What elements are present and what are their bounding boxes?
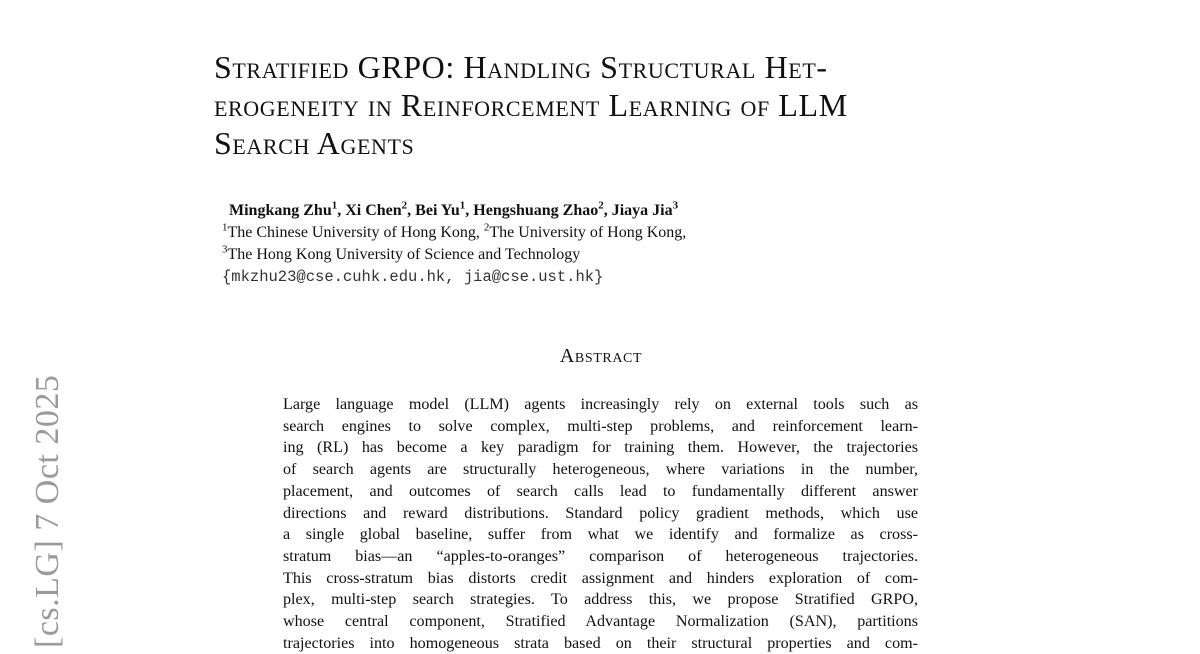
author-affiliation-mark: 3 (672, 199, 679, 212)
affiliation-name: The Hong Kong University of Science and Technology (227, 246, 581, 263)
abstract-text (283, 394, 918, 654)
abstract-line: a single global baseline, suffer from what we identify and formalize as cross- (283, 526, 918, 544)
author-list: Mingkang Zhu$^1$, Xi Chen$^2$, Bei Yu$^1$, Hengshuang Zhao$^2$, Jiaya Jia$^3$ (229, 199, 679, 219)
abstract-line: plex, multi-step search strategies. To address this, we propose Stratified GRPO, (283, 591, 918, 609)
author-name: Hengshuang Zhao (473, 202, 599, 219)
paper-title (214, 48, 1004, 162)
abstract-line: trajectories into homogeneous strata based on their structural properties and com- (283, 634, 918, 652)
author-affiliation-mark: 2 (598, 199, 604, 212)
abstract-line: whose central component, Stratified Advantage Normalization (SAN), partitions (283, 613, 918, 631)
author-emails[interactable]: {mkzhu23@cse.cuhk.edu.hk, jia@cse.ust.hk} (222, 268, 604, 286)
abstract-line: Large language model (LLM) agents increasingly rely on external tools such as (283, 396, 918, 413)
author-name: Xi Chen (345, 202, 402, 219)
affiliation-name: The University of Hong Kong, (489, 224, 687, 241)
author-name: Jiaya Jia (611, 202, 673, 219)
affiliation-number: 2 (483, 221, 490, 234)
affiliation-line (222, 222, 842, 244)
affiliation-number: 1 (222, 221, 228, 234)
title-line: erogeneity in Reinforcement Learning of LLM (214, 87, 848, 123)
author-block (222, 200, 842, 288)
abstract-heading (0, 345, 1200, 368)
abstract-line: ing (RL) has become a key paradigm for training them. However, the trajectories (283, 439, 918, 457)
abstract-heading-text: Abstract (559, 345, 643, 367)
author-name: Bei Yu (415, 202, 460, 219)
abstract-line: of search agents are structurally heterogeneous, where variations in the number, (283, 461, 918, 479)
title-line: Stratified GRPO: Handling Structural Het- (214, 49, 828, 85)
affiliation-name: The Chinese University of Hong Kong, (227, 224, 484, 241)
arxiv-identifier-stamp[interactable]: [cs.LG] 7 Oct 2025 (29, 374, 66, 648)
author-affiliation-mark: 2 (401, 199, 408, 212)
title-line: Search Agents (214, 125, 415, 161)
abstract-line: directions and reward distributions. Standard policy gradient methods, which use (283, 504, 918, 522)
affiliation-line (222, 244, 842, 266)
author-affiliation-mark: 1 (459, 199, 466, 212)
abstract-line: This cross-stratum bias distorts credit assignment and hinders exploration of com- (283, 569, 918, 587)
affiliation-number: 3 (222, 243, 228, 256)
abstract-line: search engines to solve complex, multi-step problems, and reinforcement learn- (283, 417, 918, 435)
abstract-line: placement, and outcomes of search calls lead to fundamentally different answer (283, 482, 918, 500)
abstract-line: stratum bias—an “apples-to-oranges” comparison of heterogeneous trajectories. (283, 547, 918, 565)
author-affiliation-mark: 1 (331, 199, 338, 212)
author-name: Mingkang Zhu (229, 202, 332, 219)
